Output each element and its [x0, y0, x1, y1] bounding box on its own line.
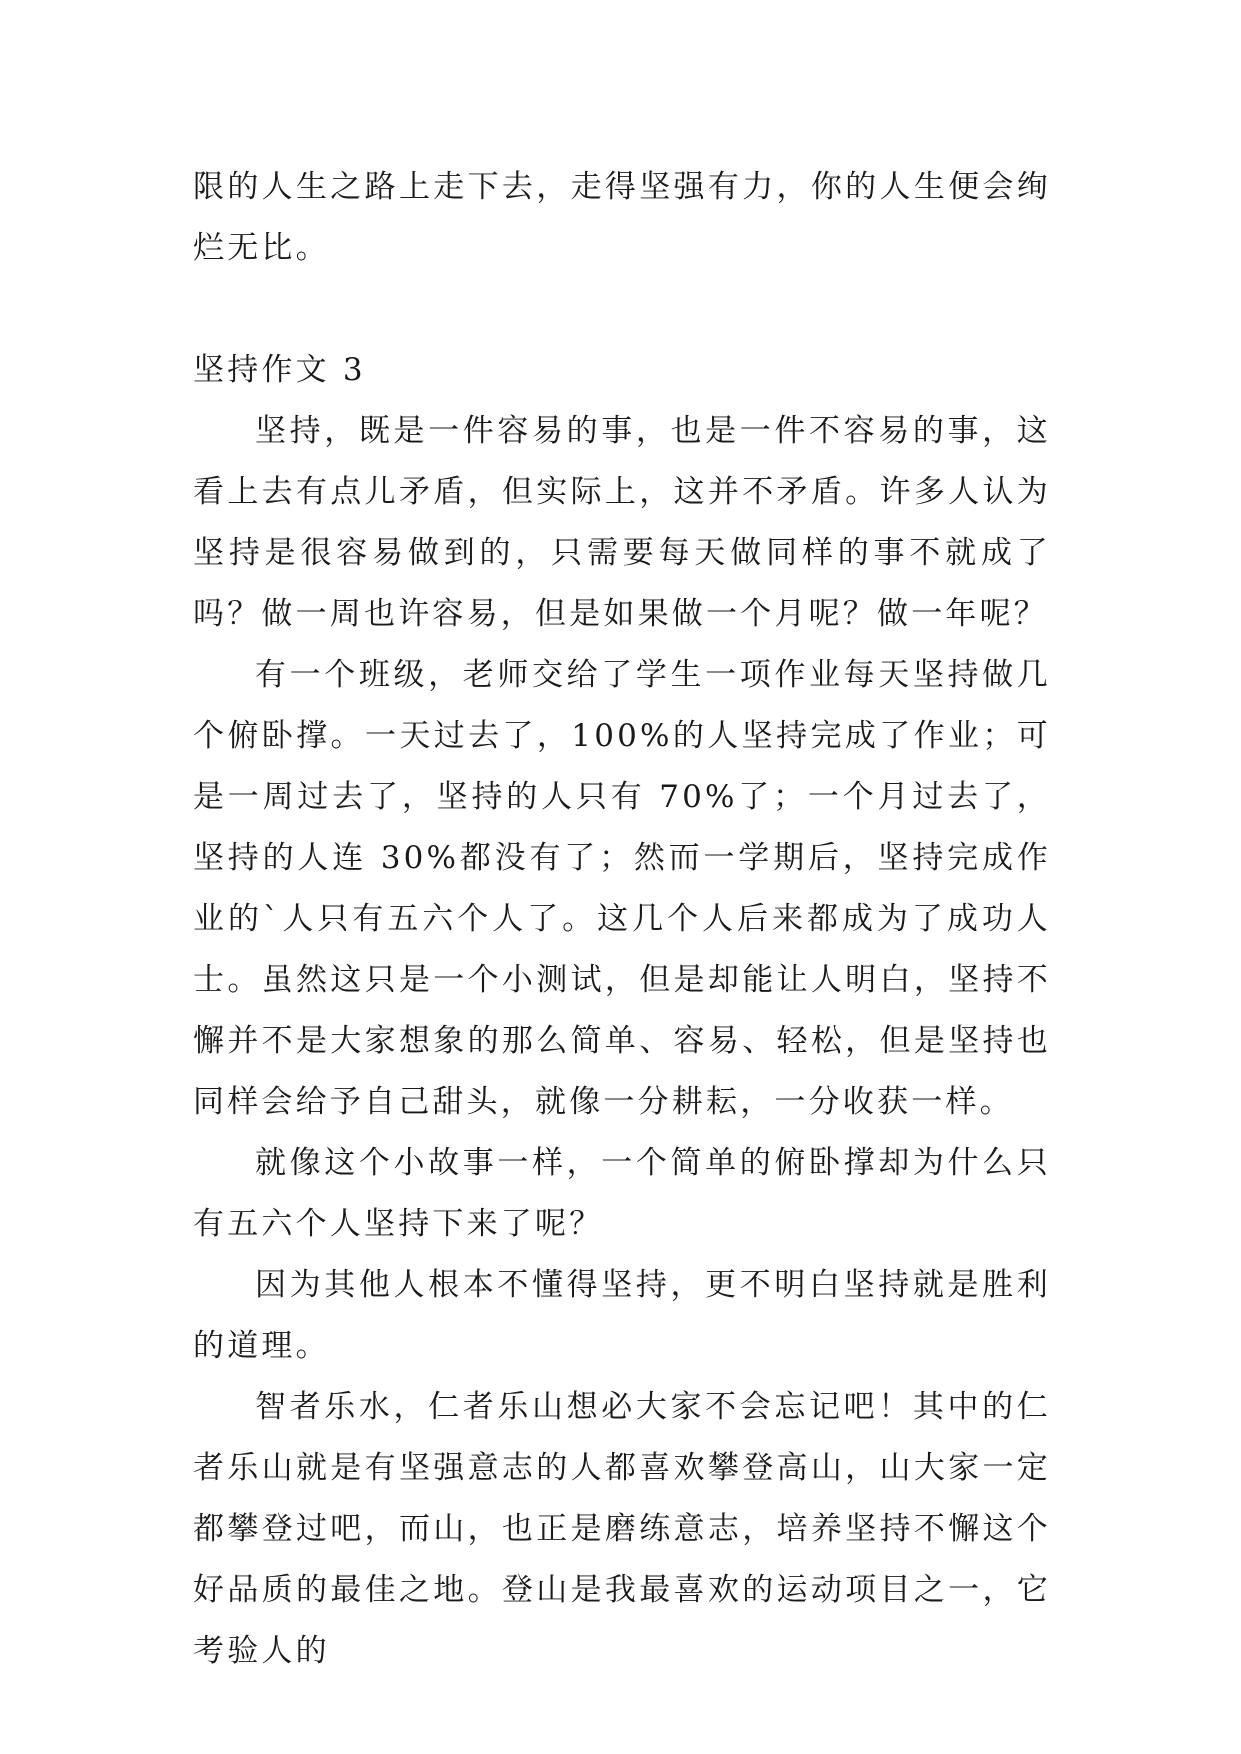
paragraph-5: 智者乐水，仁者乐山想必大家不会忘记吧！其中的仁者乐山就是有坚强意志的人都喜欢攀登高山，山大家一定都攀登过吧，而山，也正是磨练意志，培养坚持不懈这个好品质的最佳之地。登山是我最喜欢的运动项目之一，它考验人的	[193, 1389, 1051, 1669]
paragraph-3: 就像这个小故事一样，一个简单的俯卧撑却为什么只有五六个人坚持下来了呢？	[193, 1145, 1051, 1242]
paragraph-1: 坚持，既是一件容易的事，也是一件不容易的事，这看上去有点儿矛盾，但实际上，这并不矛盾。许多人认为坚持是很容易做到的，只需要每天做同样的事不就成了吗？做一周也许容易，但是如果做一个月呢？做一年呢？	[193, 413, 1051, 632]
section-title: 坚持作文 3	[193, 352, 366, 388]
paragraph-2: 有一个班级，老师交给了学生一项作业每天坚持做几个俯卧撑。一天过去了，100%的人坚持完成了作业；可是一周过去了，坚持的人只有 70%了；一个月过去了，坚持的人连 30%都没有了；然而一学期后，坚持完成作业的`人只有五六个人了。这几个人后来都成为了成功人士。虽然这只是一个小测试，但是却能让人明白，坚持不懈并不是大家想象的那么简单、容易、轻松，但是坚持也同样会给予自己甜头，就像一分耕耘，一分收获一样。	[193, 657, 1051, 1120]
continuation-paragraph: 限的人生之路上走下去，走得坚强有力，你的人生便会绚烂无比。	[193, 169, 1051, 266]
paragraph-4: 因为其他人根本不懂得坚持，更不明白坚持就是胜利的道理。	[193, 1267, 1051, 1364]
document-body	[193, 157, 1051, 1682]
